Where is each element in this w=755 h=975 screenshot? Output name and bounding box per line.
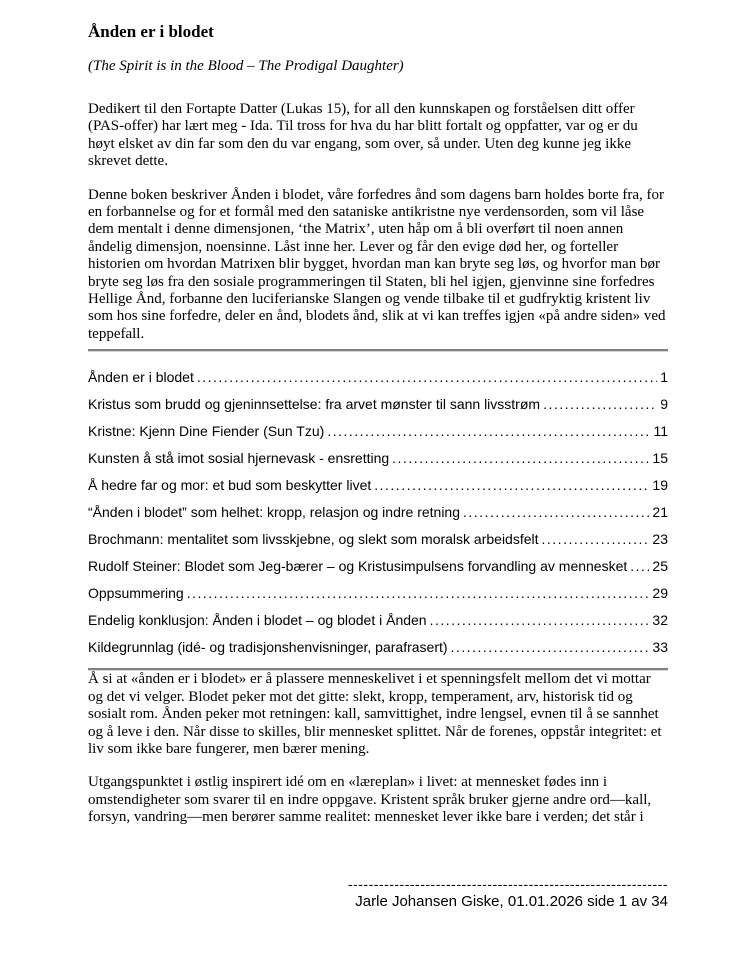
toc-entry-page: 19 [652, 477, 668, 494]
toc-entry[interactable] [88, 449, 668, 467]
toc-leader-dots [392, 449, 649, 467]
toc-entry-page: 15 [652, 450, 668, 467]
toc-leader-dots [187, 584, 650, 602]
toc-leader-dots [327, 422, 650, 440]
body-paragraph-2: Utgangspunktet i østlig inspirert idé om en «læreplan» i livet: at mennesket fødes inn i omstendigheter som svarer til en indre oppgave. Kristent språk bruker gjerne andre ord—kall, forsyn, vandring—men berører samme realitet: mennesket lever ikke bare i verden; det står i [88, 774, 652, 826]
toc-entry[interactable] [88, 584, 668, 602]
toc-entry-label: Kildegrunnlag (idé- og tradisjonshenvisninger, parafrasert) [88, 639, 448, 656]
footer-divider: -------------------------------------------------------------- [347, 876, 668, 892]
toc-entry-page: 33 [652, 639, 668, 656]
toc-entry-label: Brochmann: mentalitet som livsskjebne, og slekt som moralsk arbeidsfelt [88, 531, 539, 548]
toc-entry-page: 32 [652, 612, 668, 629]
toc-entry-label: “Ånden i blodet” som helhet: kropp, relasjon og indre retning [88, 504, 460, 521]
toc-entry[interactable] [88, 422, 668, 440]
toc-leader-dots [430, 611, 650, 629]
toc-entry-page: 1 [660, 369, 668, 386]
toc-entry[interactable] [88, 368, 668, 386]
toc-entry-label: Kristus som brudd og gjeninnsettelse: fra arvet mønster til sann livsstrøm [88, 396, 541, 413]
toc-entry-label: Kristne: Kjenn Dine Fiender (Sun Tzu) [88, 423, 325, 440]
footer-author-line: Jarle Johansen Giske, 01.01.2026 side 1 av 34 [355, 893, 668, 910]
page-footer [88, 876, 668, 911]
toc-entry-label: Rudolf Steiner: Blodet som Jeg-bærer – og Kristusimpulsens forvandling av mennesket [88, 558, 628, 575]
toc-entry[interactable] [88, 611, 668, 629]
toc-entry-page: 23 [652, 531, 668, 548]
toc-entry-label: Endelig konklusjon: Ånden i blodet – og blodet i Ånden [88, 612, 427, 629]
toc-entry[interactable] [88, 503, 668, 521]
toc-entry[interactable] [88, 395, 668, 413]
toc-entry-page: 9 [660, 396, 668, 413]
toc-entry-page: 29 [652, 585, 668, 602]
toc-leader-dots [197, 368, 657, 386]
toc-leader-dots [451, 638, 650, 656]
toc-entry-label: Å hedre far og mor: et bud som beskytter livet [88, 477, 372, 494]
toc-leader-dots [542, 530, 650, 548]
toc-entry-page: 21 [652, 504, 668, 521]
toc-leader-dots [463, 503, 649, 521]
intro-paragraph: Denne boken beskriver Ånden i blodet, våre forfedres ånd som dagens barn holdes borte fra, for en forbannelse og for et formål med den sataniske antikristne nye verdensorden, som vil låse dem mentalt i denne dimensjonen, ‘the Matrix’, uten håp om å bli overført til noen annen åndelig dimensjon, noensinne. Låst inne her. Lever og får den evige død her, og forteller historien om hvordan Matrixen blir bygget, hvordan man kan bryte seg løs, og hvorfor man bør bryte seg løs fra den sosiale programmeringen til Staten, bli hel igjen, gjenvinne sine forfedres Hellige Ånd, forbanne den luciferianske Slangen og vende tilbake til et gudfryktig kristent liv som hos sine forfedre, deler en ånd, blodets ånd, slik at vi kan treffes igjen «på andre siden» ved teppefall. [88, 186, 666, 342]
document-title: Ånden er i blodet [88, 22, 214, 41]
toc-entry-label: Kunsten å stå imot sosial hjernevask - ensretting [88, 450, 390, 467]
toc-entry-page: 11 [653, 423, 668, 440]
toc-entry[interactable] [88, 638, 668, 656]
toc-entry-label: Ånden er i blodet [88, 369, 194, 386]
body-paragraph-1: Å si at «ånden er i blodet» er å plassere menneskelivet i et spenningsfelt mellom det vi mottar og det vi velger. Blodet peker mot det gitte: slekt, kropp, temperament, arv, historisk tid og sosialt rom. Ånden peker mot retningen: kall, samvittighet, indre lengsel, evnen til å se sannhet og å leve i den. Når disse to skilles, blir mennesket splittet. Når de forenes, oppstår integritet: et liv som ikke bare fungerer, men bærer mening. [88, 671, 662, 757]
toc-leader-dots [630, 557, 649, 575]
table-of-contents [88, 352, 668, 668]
toc-entry-page: 25 [652, 558, 668, 575]
toc-leader-dots [374, 476, 649, 494]
document-subtitle: (The Spirit is in the Blood – The Prodigal Daughter) [88, 58, 404, 74]
toc-entry[interactable] [88, 557, 668, 575]
dedication-paragraph: Dedikert til den Fortapte Datter (Lukas 15), for all den kunnskapen og forståelsen ditt offer (PAS-offer) har lært meg - Ida. Til tross for hva du har blitt fortalt og oppfatter, var og er du høyt elsket av din far som den du var engang, som over, så under. Uten deg kunne jeg ikke skrevet dette. [88, 101, 638, 170]
toc-entry[interactable] [88, 476, 668, 494]
toc-leader-dots [543, 395, 657, 413]
toc-entry[interactable] [88, 530, 668, 548]
toc-entry-label: Oppsummering [88, 585, 184, 602]
